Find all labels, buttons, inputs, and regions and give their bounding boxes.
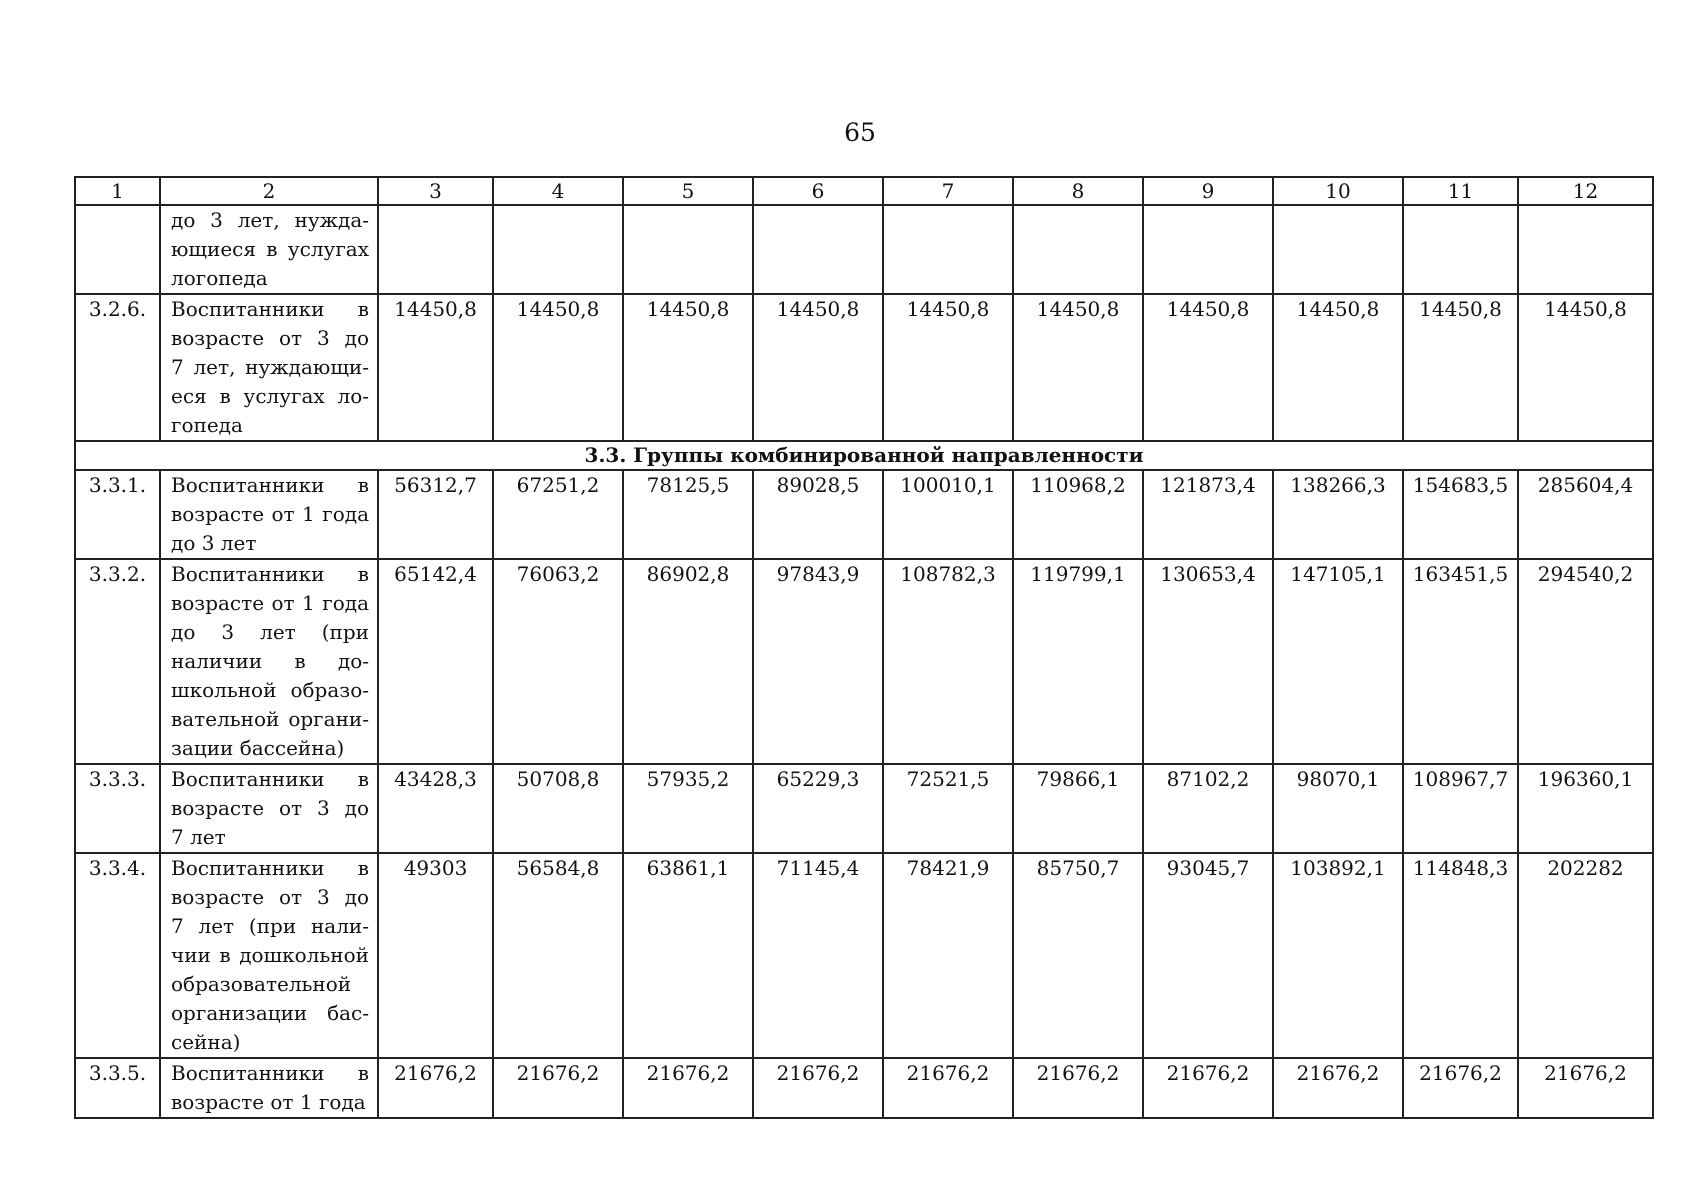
description-line: 7 лет (при нали- (171, 914, 369, 938)
value-cell: 56584,8 (493, 853, 623, 1058)
value-cell: 21676,2 (493, 1058, 623, 1118)
value-cell: 71145,4 (753, 853, 883, 1058)
value-cell: 285604,4 (1518, 470, 1653, 559)
value-cell: 14450,8 (1518, 294, 1653, 441)
description-line: ющиеся в услугах (171, 237, 369, 261)
column-header: 10 (1273, 177, 1403, 205)
table-row (75, 1058, 1653, 1118)
column-header: 3 (378, 177, 493, 205)
page-number: 65 (844, 118, 876, 147)
value-cell: 21676,2 (1518, 1058, 1653, 1118)
row-code: 3.3.2. (75, 559, 160, 764)
column-header: 7 (883, 177, 1013, 205)
description-line: Воспитанники в (171, 767, 369, 791)
value-cell: 196360,1 (1518, 764, 1653, 853)
table-row (75, 294, 1653, 441)
value-cell: 21676,2 (883, 1058, 1013, 1118)
value-cell: 154683,5 (1403, 470, 1518, 559)
value-cell: 98070,1 (1273, 764, 1403, 853)
value-cell: 14450,8 (1403, 294, 1518, 441)
column-header: 1 (75, 177, 160, 205)
value-cell: 110968,2 (1013, 470, 1143, 559)
value-cell (493, 205, 623, 294)
value-cell: 65142,4 (378, 559, 493, 764)
column-header: 11 (1403, 177, 1518, 205)
table-row (75, 559, 1653, 764)
value-cell: 93045,7 (1143, 853, 1273, 1058)
description-line: наличии в до- (171, 649, 369, 673)
value-cell: 147105,1 (1273, 559, 1403, 764)
column-header: 6 (753, 177, 883, 205)
value-cell: 56312,7 (378, 470, 493, 559)
value-cell (1518, 205, 1653, 294)
value-cell: 108967,7 (1403, 764, 1518, 853)
description-line: возрасте от 1 года (171, 502, 369, 526)
description-line: зации бассейна) (171, 736, 345, 760)
description-line: до 3 лет, нужда- (171, 208, 369, 232)
value-cell: 14450,8 (378, 294, 493, 441)
description-line: возрасте от 3 до (171, 885, 369, 909)
value-cell: 79866,1 (1013, 764, 1143, 853)
row-description (160, 559, 378, 764)
column-header: 8 (1013, 177, 1143, 205)
value-cell: 121873,4 (1143, 470, 1273, 559)
value-cell: 86902,8 (623, 559, 753, 764)
value-cell: 21676,2 (1403, 1058, 1518, 1118)
row-description (160, 205, 378, 294)
value-cell: 119799,1 (1013, 559, 1143, 764)
table-row (75, 764, 1653, 853)
value-cell: 89028,5 (753, 470, 883, 559)
value-cell: 63861,1 (623, 853, 753, 1058)
value-cell: 14450,8 (883, 294, 1013, 441)
description-line: Воспитанники в (171, 562, 369, 586)
description-line: Воспитанники в (171, 1061, 369, 1085)
description-line: 7 лет, нуждающи- (171, 355, 369, 379)
value-cell: 14450,8 (493, 294, 623, 441)
column-header: 2 (160, 177, 378, 205)
value-cell: 294540,2 (1518, 559, 1653, 764)
value-cell: 138266,3 (1273, 470, 1403, 559)
value-cell: 65229,3 (753, 764, 883, 853)
value-cell: 21676,2 (753, 1058, 883, 1118)
description-line: 7 лет (171, 825, 226, 849)
row-code: 3.2.6. (75, 294, 160, 441)
row-description (160, 470, 378, 559)
row-code: 3.3.1. (75, 470, 160, 559)
tariff-table (74, 176, 1654, 1119)
value-cell: 49303 (378, 853, 493, 1058)
column-header: 12 (1518, 177, 1653, 205)
value-cell: 14450,8 (1143, 294, 1273, 441)
table-row (75, 205, 1653, 294)
row-code: 3.3.5. (75, 1058, 160, 1118)
value-cell: 50708,8 (493, 764, 623, 853)
value-cell (378, 205, 493, 294)
column-header: 4 (493, 177, 623, 205)
description-line: до 3 лет (171, 531, 257, 555)
value-cell: 100010,1 (883, 470, 1013, 559)
value-cell: 14450,8 (753, 294, 883, 441)
value-cell: 14450,8 (1273, 294, 1403, 441)
description-line: еся в услугах ло- (171, 384, 369, 408)
value-cell (623, 205, 753, 294)
description-line: логопеда (171, 266, 268, 290)
value-cell: 78421,9 (883, 853, 1013, 1058)
column-header: 5 (623, 177, 753, 205)
description-line: организации бас- (171, 1001, 369, 1025)
description-line: Воспитанники в (171, 856, 369, 880)
description-line: до 3 лет (при (171, 620, 369, 644)
table-row (75, 853, 1653, 1058)
table-row (75, 470, 1653, 559)
row-description (160, 1058, 378, 1118)
value-cell (1273, 205, 1403, 294)
row-description (160, 294, 378, 441)
description-line: возрасте от 3 до (171, 796, 369, 820)
column-header: 9 (1143, 177, 1273, 205)
value-cell: 76063,2 (493, 559, 623, 764)
description-line: вательной органи- (171, 707, 369, 731)
value-cell (1403, 205, 1518, 294)
value-cell: 14450,8 (1013, 294, 1143, 441)
value-cell: 21676,2 (1273, 1058, 1403, 1118)
value-cell: 97843,9 (753, 559, 883, 764)
row-description (160, 764, 378, 853)
value-cell (883, 205, 1013, 294)
row-description (160, 853, 378, 1058)
value-cell: 14450,8 (623, 294, 753, 441)
description-line: возрасте от 1 года (171, 591, 369, 615)
value-cell (1143, 205, 1273, 294)
description-line: школьной образо- (171, 678, 369, 702)
value-cell: 21676,2 (623, 1058, 753, 1118)
value-cell (1013, 205, 1143, 294)
description-line: Воспитанники в (171, 473, 369, 497)
value-cell: 103892,1 (1273, 853, 1403, 1058)
row-code: 3.3.4. (75, 853, 160, 1058)
description-line: Воспитанники в (171, 297, 369, 321)
description-line: гопеда (171, 413, 243, 437)
description-line: возрасте от 1 года (171, 1090, 366, 1114)
value-cell: 108782,3 (883, 559, 1013, 764)
section-title: 3.3. Группы комбинированной направленности (75, 441, 1653, 470)
row-code: 3.3.3. (75, 764, 160, 853)
value-cell: 21676,2 (1143, 1058, 1273, 1118)
value-cell (753, 205, 883, 294)
value-cell: 43428,3 (378, 764, 493, 853)
description-line: чии в дошкольной (171, 943, 369, 967)
value-cell: 72521,5 (883, 764, 1013, 853)
value-cell: 57935,2 (623, 764, 753, 853)
value-cell: 87102,2 (1143, 764, 1273, 853)
description-line: возрасте от 3 до (171, 326, 369, 350)
description-line: образовательной (171, 972, 352, 996)
description-line: сейна) (171, 1030, 241, 1054)
value-cell: 21676,2 (1013, 1058, 1143, 1118)
value-cell: 21676,2 (378, 1058, 493, 1118)
value-cell: 202282 (1518, 853, 1653, 1058)
value-cell: 130653,4 (1143, 559, 1273, 764)
value-cell: 67251,2 (493, 470, 623, 559)
value-cell: 114848,3 (1403, 853, 1518, 1058)
column-number-row (75, 177, 1653, 205)
value-cell: 78125,5 (623, 470, 753, 559)
row-code (75, 205, 160, 294)
value-cell: 163451,5 (1403, 559, 1518, 764)
section-header-row (75, 441, 1653, 470)
value-cell: 85750,7 (1013, 853, 1143, 1058)
